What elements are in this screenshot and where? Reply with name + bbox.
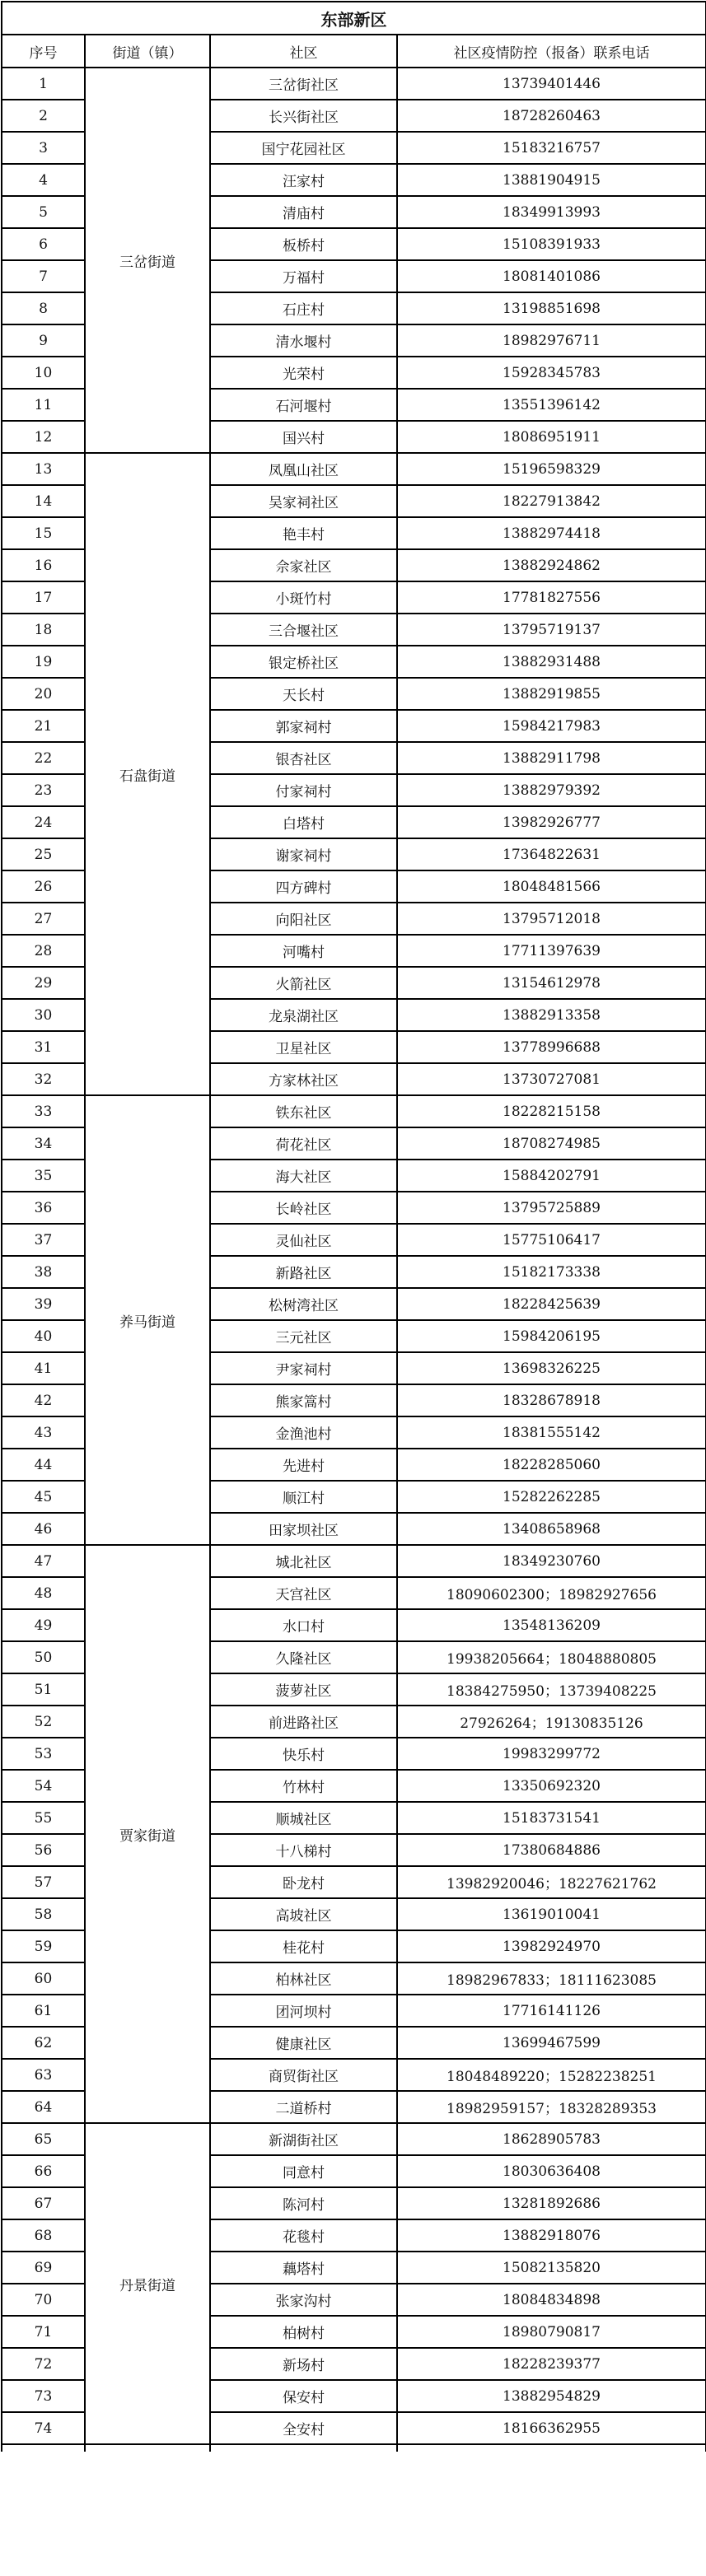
community-cell: 同意村	[210, 2155, 397, 2187]
community-cell: 火箭社区	[210, 967, 397, 999]
community-cell: 团河坝村	[210, 1995, 397, 2027]
community-cell: 天长村	[210, 678, 397, 710]
row-index: 36	[2, 1192, 85, 1224]
community-cell: 光荣村	[210, 357, 397, 389]
phone-cell: 18227913842	[397, 485, 706, 517]
phone-cell: 13198851698	[397, 292, 706, 324]
phone-cell: 18228425639	[397, 1288, 706, 1320]
community-cell: 前进路社区	[210, 1706, 397, 1738]
row-index: 35	[2, 1160, 85, 1192]
empty-cell	[397, 2444, 706, 2452]
empty-cell	[2, 2444, 85, 2452]
community-cell: 桂花村	[210, 1930, 397, 1962]
row-index: 21	[2, 710, 85, 742]
community-cell: 海大社区	[210, 1160, 397, 1192]
row-index: 48	[2, 1577, 85, 1609]
row-index: 54	[2, 1770, 85, 1802]
community-cell: 金渔池村	[210, 1416, 397, 1449]
contact-table	[1, 1, 706, 2452]
phone-cell: 18081401086	[397, 260, 706, 292]
table-row	[2, 1095, 706, 1127]
phone-cell: 18048489220；15282238251	[397, 2059, 706, 2091]
row-index: 38	[2, 1256, 85, 1288]
phone-cell: 15108391933	[397, 228, 706, 260]
street-cell: 三岔街道	[85, 68, 210, 453]
row-index: 2	[2, 100, 85, 132]
community-cell: 铁东社区	[210, 1095, 397, 1127]
row-index: 17	[2, 581, 85, 614]
phone-cell: 13795719137	[397, 614, 706, 646]
community-cell: 长岭社区	[210, 1192, 397, 1224]
row-index: 51	[2, 1673, 85, 1706]
street-cell: 养马街道	[85, 1095, 210, 1545]
community-cell: 小斑竹村	[210, 581, 397, 614]
phone-cell: 19938205664；18048880805	[397, 1641, 706, 1673]
phone-cell: 18728260463	[397, 100, 706, 132]
phone-cell: 18982967833；18111623085	[397, 1962, 706, 1995]
row-index: 7	[2, 260, 85, 292]
phone-cell: 18628905783	[397, 2123, 706, 2155]
row-index: 1	[2, 68, 85, 100]
community-cell: 久隆社区	[210, 1641, 397, 1673]
community-cell: 顺城社区	[210, 1802, 397, 1834]
community-cell: 十八梯村	[210, 1834, 397, 1866]
community-cell: 二道桥村	[210, 2091, 397, 2123]
row-index: 74	[2, 2412, 85, 2444]
row-index: 6	[2, 228, 85, 260]
phone-cell: 18090602300；18982927656	[397, 1577, 706, 1609]
row-index: 23	[2, 774, 85, 806]
row-index: 58	[2, 1898, 85, 1930]
community-cell: 松树湾社区	[210, 1288, 397, 1320]
row-index: 11	[2, 389, 85, 421]
row-index: 19	[2, 646, 85, 678]
row-index: 44	[2, 1449, 85, 1481]
row-index: 34	[2, 1127, 85, 1160]
row-index: 32	[2, 1063, 85, 1095]
community-cell: 郭家祠村	[210, 710, 397, 742]
phone-cell: 18084834898	[397, 2284, 706, 2316]
row-index: 49	[2, 1609, 85, 1641]
community-cell: 新湖街社区	[210, 2123, 397, 2155]
row-index: 53	[2, 1738, 85, 1770]
phone-cell: 18384275950；13739408225	[397, 1673, 706, 1706]
phone-cell: 13882924862	[397, 549, 706, 581]
phone-cell: 13882913358	[397, 999, 706, 1031]
community-cell: 石庄村	[210, 292, 397, 324]
phone-cell: 18349913993	[397, 196, 706, 228]
phone-cell: 13154612978	[397, 967, 706, 999]
table-title: 东部新区	[2, 2, 706, 35]
row-index: 52	[2, 1706, 85, 1738]
row-index: 55	[2, 1802, 85, 1834]
street-cell: 贾家街道	[85, 1545, 210, 2123]
community-cell: 国兴村	[210, 421, 397, 453]
row-index: 56	[2, 1834, 85, 1866]
phone-cell: 13882931488	[397, 646, 706, 678]
phone-cell: 13350692320	[397, 1770, 706, 1802]
phone-cell: 18228215158	[397, 1095, 706, 1127]
community-cell: 国宁花园社区	[210, 132, 397, 164]
phone-cell: 18980790817	[397, 2316, 706, 2348]
community-cell: 高坡社区	[210, 1898, 397, 1930]
header-index: 序号	[2, 35, 85, 68]
phone-cell: 15196598329	[397, 453, 706, 485]
community-cell: 顺江村	[210, 1481, 397, 1513]
community-cell: 健康社区	[210, 2027, 397, 2059]
community-cell: 三合堰社区	[210, 614, 397, 646]
phone-cell: 13730727081	[397, 1063, 706, 1095]
row-index: 63	[2, 2059, 85, 2091]
row-index: 24	[2, 806, 85, 838]
row-index: 47	[2, 1545, 85, 1577]
phone-cell: 15082135820	[397, 2252, 706, 2284]
community-cell: 四方碑村	[210, 870, 397, 903]
community-cell: 卫星社区	[210, 1031, 397, 1063]
row-index: 26	[2, 870, 85, 903]
phone-cell: 18228239377	[397, 2348, 706, 2380]
row-index: 70	[2, 2284, 85, 2316]
phone-cell: 13281892686	[397, 2187, 706, 2219]
empty-cell	[210, 2444, 397, 2452]
phone-cell: 18228285060	[397, 1449, 706, 1481]
phone-cell: 13982924970	[397, 1930, 706, 1962]
row-index: 68	[2, 2219, 85, 2252]
row-index: 4	[2, 164, 85, 196]
row-index: 71	[2, 2316, 85, 2348]
row-index: 73	[2, 2380, 85, 2412]
phone-cell: 18982976711	[397, 324, 706, 357]
phone-cell: 13882954829	[397, 2380, 706, 2412]
row-index: 18	[2, 614, 85, 646]
row-index: 8	[2, 292, 85, 324]
row-index: 33	[2, 1095, 85, 1127]
phone-cell: 18349230760	[397, 1545, 706, 1577]
community-cell: 灵仙社区	[210, 1224, 397, 1256]
community-cell: 卧龙村	[210, 1866, 397, 1898]
phone-cell: 13882911798	[397, 742, 706, 774]
row-index: 13	[2, 453, 85, 485]
community-cell: 新场村	[210, 2348, 397, 2380]
phone-cell: 13982926777	[397, 806, 706, 838]
community-cell: 汪家村	[210, 164, 397, 196]
phone-cell: 17781827556	[397, 581, 706, 614]
table-row	[2, 453, 706, 485]
row-index: 69	[2, 2252, 85, 2284]
community-cell: 付家祠村	[210, 774, 397, 806]
street-cell: 丹景街道	[85, 2123, 210, 2444]
street-cell: 石盘街道	[85, 453, 210, 1095]
community-cell: 柏树村	[210, 2316, 397, 2348]
phone-cell: 15282262285	[397, 1481, 706, 1513]
phone-cell: 13619010041	[397, 1898, 706, 1930]
row-index: 15	[2, 517, 85, 549]
community-cell: 快乐村	[210, 1738, 397, 1770]
row-index: 65	[2, 2123, 85, 2155]
phone-cell: 17711397639	[397, 935, 706, 967]
community-cell: 张家沟村	[210, 2284, 397, 2316]
phone-cell: 17380684886	[397, 1834, 706, 1866]
row-index: 61	[2, 1995, 85, 2027]
row-index: 45	[2, 1481, 85, 1513]
phone-cell: 13551396142	[397, 389, 706, 421]
phone-cell: 15984206195	[397, 1320, 706, 1352]
phone-cell: 15183731541	[397, 1802, 706, 1834]
row-index: 16	[2, 549, 85, 581]
phone-cell: 13548136209	[397, 1609, 706, 1641]
community-cell: 熊家篙村	[210, 1384, 397, 1416]
community-cell: 三元社区	[210, 1320, 397, 1352]
community-cell: 城北社区	[210, 1545, 397, 1577]
community-cell: 方家林社区	[210, 1063, 397, 1095]
community-cell: 凤凰山社区	[210, 453, 397, 485]
row-index: 40	[2, 1320, 85, 1352]
row-index: 43	[2, 1416, 85, 1449]
row-index: 57	[2, 1866, 85, 1898]
community-cell: 柏林社区	[210, 1962, 397, 1995]
phone-cell: 13795712018	[397, 903, 706, 935]
phone-cell: 13882918076	[397, 2219, 706, 2252]
phone-cell: 15884202791	[397, 1160, 706, 1192]
community-cell: 银杏社区	[210, 742, 397, 774]
table-row	[2, 2123, 706, 2155]
community-cell: 龙泉湖社区	[210, 999, 397, 1031]
community-cell: 全安村	[210, 2412, 397, 2444]
community-cell: 板桥村	[210, 228, 397, 260]
community-cell: 向阳社区	[210, 903, 397, 935]
community-cell: 清水堰村	[210, 324, 397, 357]
community-cell: 荷花社区	[210, 1127, 397, 1160]
phone-cell: 13882974418	[397, 517, 706, 549]
community-cell: 保安村	[210, 2380, 397, 2412]
community-cell: 新路社区	[210, 1256, 397, 1288]
row-index: 14	[2, 485, 85, 517]
community-cell: 竹林村	[210, 1770, 397, 1802]
phone-cell: 18381555142	[397, 1416, 706, 1449]
community-cell: 清庙村	[210, 196, 397, 228]
phone-cell: 13408658968	[397, 1513, 706, 1545]
row-index: 30	[2, 999, 85, 1031]
community-cell: 水口村	[210, 1609, 397, 1641]
phone-cell: 15183216757	[397, 132, 706, 164]
phone-cell: 13795725889	[397, 1192, 706, 1224]
phone-cell: 17716141126	[397, 1995, 706, 2027]
phone-cell: 15182173338	[397, 1256, 706, 1288]
phone-cell: 13882979392	[397, 774, 706, 806]
row-index: 60	[2, 1962, 85, 1995]
row-index: 9	[2, 324, 85, 357]
row-index: 64	[2, 2091, 85, 2123]
phone-cell: 13699467599	[397, 2027, 706, 2059]
community-cell: 先进村	[210, 1449, 397, 1481]
row-index: 25	[2, 838, 85, 870]
community-cell: 商贸街社区	[210, 2059, 397, 2091]
community-cell: 陈河村	[210, 2187, 397, 2219]
row-index: 12	[2, 421, 85, 453]
community-cell: 菠萝社区	[210, 1673, 397, 1706]
phone-cell: 13698326225	[397, 1352, 706, 1384]
row-index: 66	[2, 2155, 85, 2187]
row-index: 50	[2, 1641, 85, 1673]
row-index: 3	[2, 132, 85, 164]
row-index: 10	[2, 357, 85, 389]
phone-cell: 13881904915	[397, 164, 706, 196]
row-index: 41	[2, 1352, 85, 1384]
community-cell: 银定桥社区	[210, 646, 397, 678]
community-cell: 天宫社区	[210, 1577, 397, 1609]
phone-cell: 18048481566	[397, 870, 706, 903]
table-body	[2, 68, 706, 2452]
community-cell: 长兴街社区	[210, 100, 397, 132]
community-cell: 石河堰村	[210, 389, 397, 421]
phone-cell: 18328678918	[397, 1384, 706, 1416]
row-index: 27	[2, 903, 85, 935]
phone-cell: 13739401446	[397, 68, 706, 100]
row-index: 67	[2, 2187, 85, 2219]
phone-cell: 18166362955	[397, 2412, 706, 2444]
header-phone: 社区疫情防控（报备）联系电话	[397, 35, 706, 68]
row-index: 39	[2, 1288, 85, 1320]
row-index: 42	[2, 1384, 85, 1416]
phone-cell: 27926264；19130835126	[397, 1706, 706, 1738]
phone-cell: 13882919855	[397, 678, 706, 710]
table-row	[2, 1545, 706, 1577]
row-index: 46	[2, 1513, 85, 1545]
header-street: 街道（镇）	[85, 35, 210, 68]
community-cell: 佘家社区	[210, 549, 397, 581]
community-cell: 藕塔村	[210, 2252, 397, 2284]
phone-cell: 18030636408	[397, 2155, 706, 2187]
row-index: 59	[2, 1930, 85, 1962]
community-cell: 吴家祠社区	[210, 485, 397, 517]
row-index: 20	[2, 678, 85, 710]
row-index: 37	[2, 1224, 85, 1256]
table-row	[2, 68, 706, 100]
phone-cell: 15984217983	[397, 710, 706, 742]
phone-cell: 13778996688	[397, 1031, 706, 1063]
phone-cell: 17364822631	[397, 838, 706, 870]
community-cell: 谢家祠村	[210, 838, 397, 870]
community-cell: 花毯村	[210, 2219, 397, 2252]
phone-cell: 15928345783	[397, 357, 706, 389]
community-cell: 艳丰村	[210, 517, 397, 549]
row-index: 29	[2, 967, 85, 999]
row-index: 22	[2, 742, 85, 774]
phone-cell: 13982920046；18227621762	[397, 1866, 706, 1898]
phone-cell: 18086951911	[397, 421, 706, 453]
community-cell: 万福村	[210, 260, 397, 292]
row-index: 28	[2, 935, 85, 967]
phone-cell: 18982959157；18328289353	[397, 2091, 706, 2123]
community-cell: 尹家祠村	[210, 1352, 397, 1384]
row-index: 62	[2, 2027, 85, 2059]
community-cell: 河嘴村	[210, 935, 397, 967]
phone-cell: 15775106417	[397, 1224, 706, 1256]
phone-cell: 18708274985	[397, 1127, 706, 1160]
community-cell: 三岔街社区	[210, 68, 397, 100]
header-community: 社区	[210, 35, 397, 68]
community-cell: 田家坝社区	[210, 1513, 397, 1545]
row-index: 72	[2, 2348, 85, 2380]
community-cell: 白塔村	[210, 806, 397, 838]
table-row-cutoff	[2, 2444, 706, 2452]
row-index: 5	[2, 196, 85, 228]
row-index: 31	[2, 1031, 85, 1063]
phone-cell: 19983299772	[397, 1738, 706, 1770]
empty-cell	[85, 2444, 210, 2452]
